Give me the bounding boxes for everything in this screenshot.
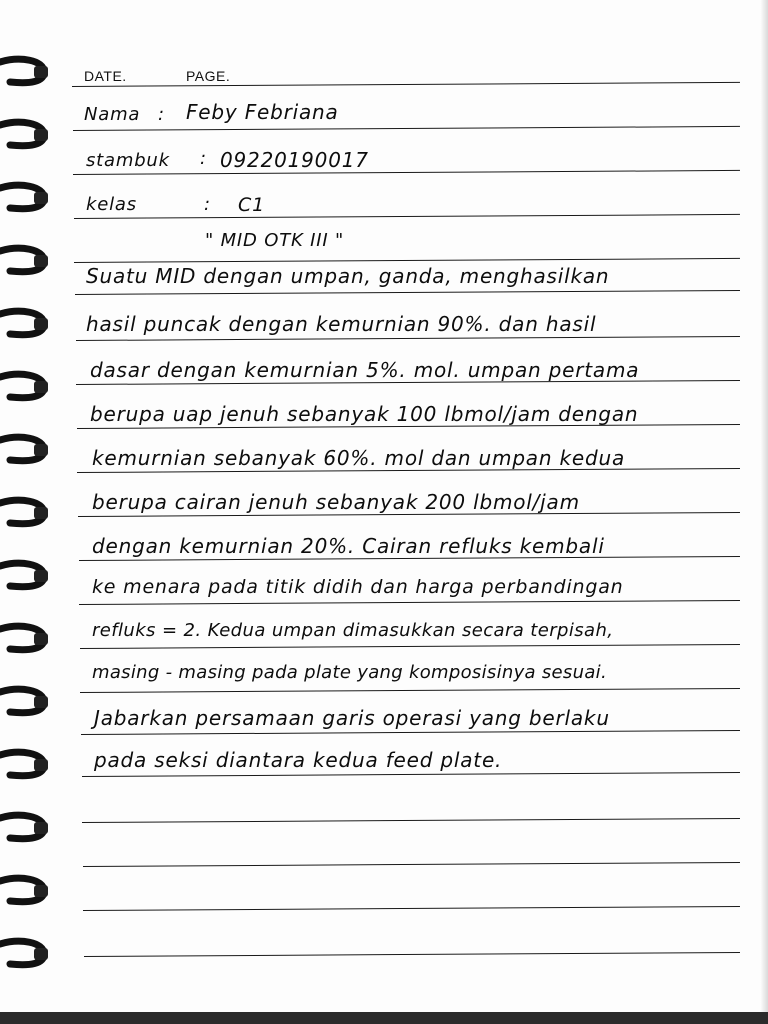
name-value: Feby Febriana bbox=[186, 100, 339, 124]
binding-hole bbox=[34, 444, 48, 456]
body-line: refluks = 2. Kedua umpan dimasukkan secara terpisah, bbox=[92, 620, 614, 641]
kelas-label: kelas bbox=[86, 194, 137, 215]
date-label: DATE. bbox=[84, 68, 127, 84]
binding-hole bbox=[34, 66, 48, 78]
spiral-binding bbox=[0, 0, 60, 1024]
body-line: kemurnian sebanyak 60%. mol dan umpan kedua bbox=[92, 446, 626, 470]
body-line: berupa cairan jenuh sebanyak 200 lbmol/jam bbox=[92, 490, 580, 514]
document-title: " MID OTK III " bbox=[205, 230, 345, 251]
body-line: pada seksi diantara kedua feed plate. bbox=[94, 748, 503, 772]
page-bottom-edge bbox=[0, 1012, 768, 1024]
binding-hole bbox=[34, 570, 48, 582]
page-label: PAGE. bbox=[186, 68, 231, 84]
binding-hole bbox=[34, 759, 48, 771]
kelas-value: C1 bbox=[238, 194, 265, 216]
binding-hole bbox=[34, 696, 48, 708]
page-edge-shadow bbox=[760, 0, 768, 1024]
binding-hole bbox=[34, 507, 48, 519]
binding-hole bbox=[34, 885, 48, 897]
binding-hole bbox=[34, 318, 48, 330]
binding-hole bbox=[34, 948, 48, 960]
binding-hole bbox=[34, 381, 48, 393]
body-line: dasar dengan kemurnian 5%. mol. umpan pertama bbox=[90, 358, 640, 382]
binding-hole bbox=[34, 822, 48, 834]
stambuk-separator: : bbox=[200, 148, 207, 169]
binding-hole bbox=[34, 192, 48, 204]
binding-hole bbox=[34, 255, 48, 267]
body-line: ke menara pada titik didih dan harga perbandingan bbox=[92, 576, 624, 598]
name-separator: : bbox=[158, 104, 165, 125]
body-line: Suatu MID dengan umpan, ganda, menghasilkan bbox=[86, 264, 610, 288]
stambuk-value: 09220190017 bbox=[220, 148, 369, 172]
binding-hole bbox=[34, 633, 48, 645]
binding-hole bbox=[34, 129, 48, 141]
body-line: dengan kemurnian 20%. Cairan refluks kembali bbox=[92, 534, 605, 558]
body-line: hasil puncak dengan kemurnian 90%. dan hasil bbox=[86, 312, 597, 336]
kelas-separator: : bbox=[204, 194, 211, 215]
stambuk-label: stambuk bbox=[86, 150, 170, 171]
body-line: Jabarkan persamaan garis operasi yang berlaku bbox=[94, 706, 610, 730]
body-line: berupa uap jenuh sebanyak 100 lbmol/jam dengan bbox=[90, 402, 639, 426]
body-line: masing - masing pada plate yang komposisinya sesuai. bbox=[92, 662, 607, 683]
name-label: Nama bbox=[84, 104, 141, 125]
